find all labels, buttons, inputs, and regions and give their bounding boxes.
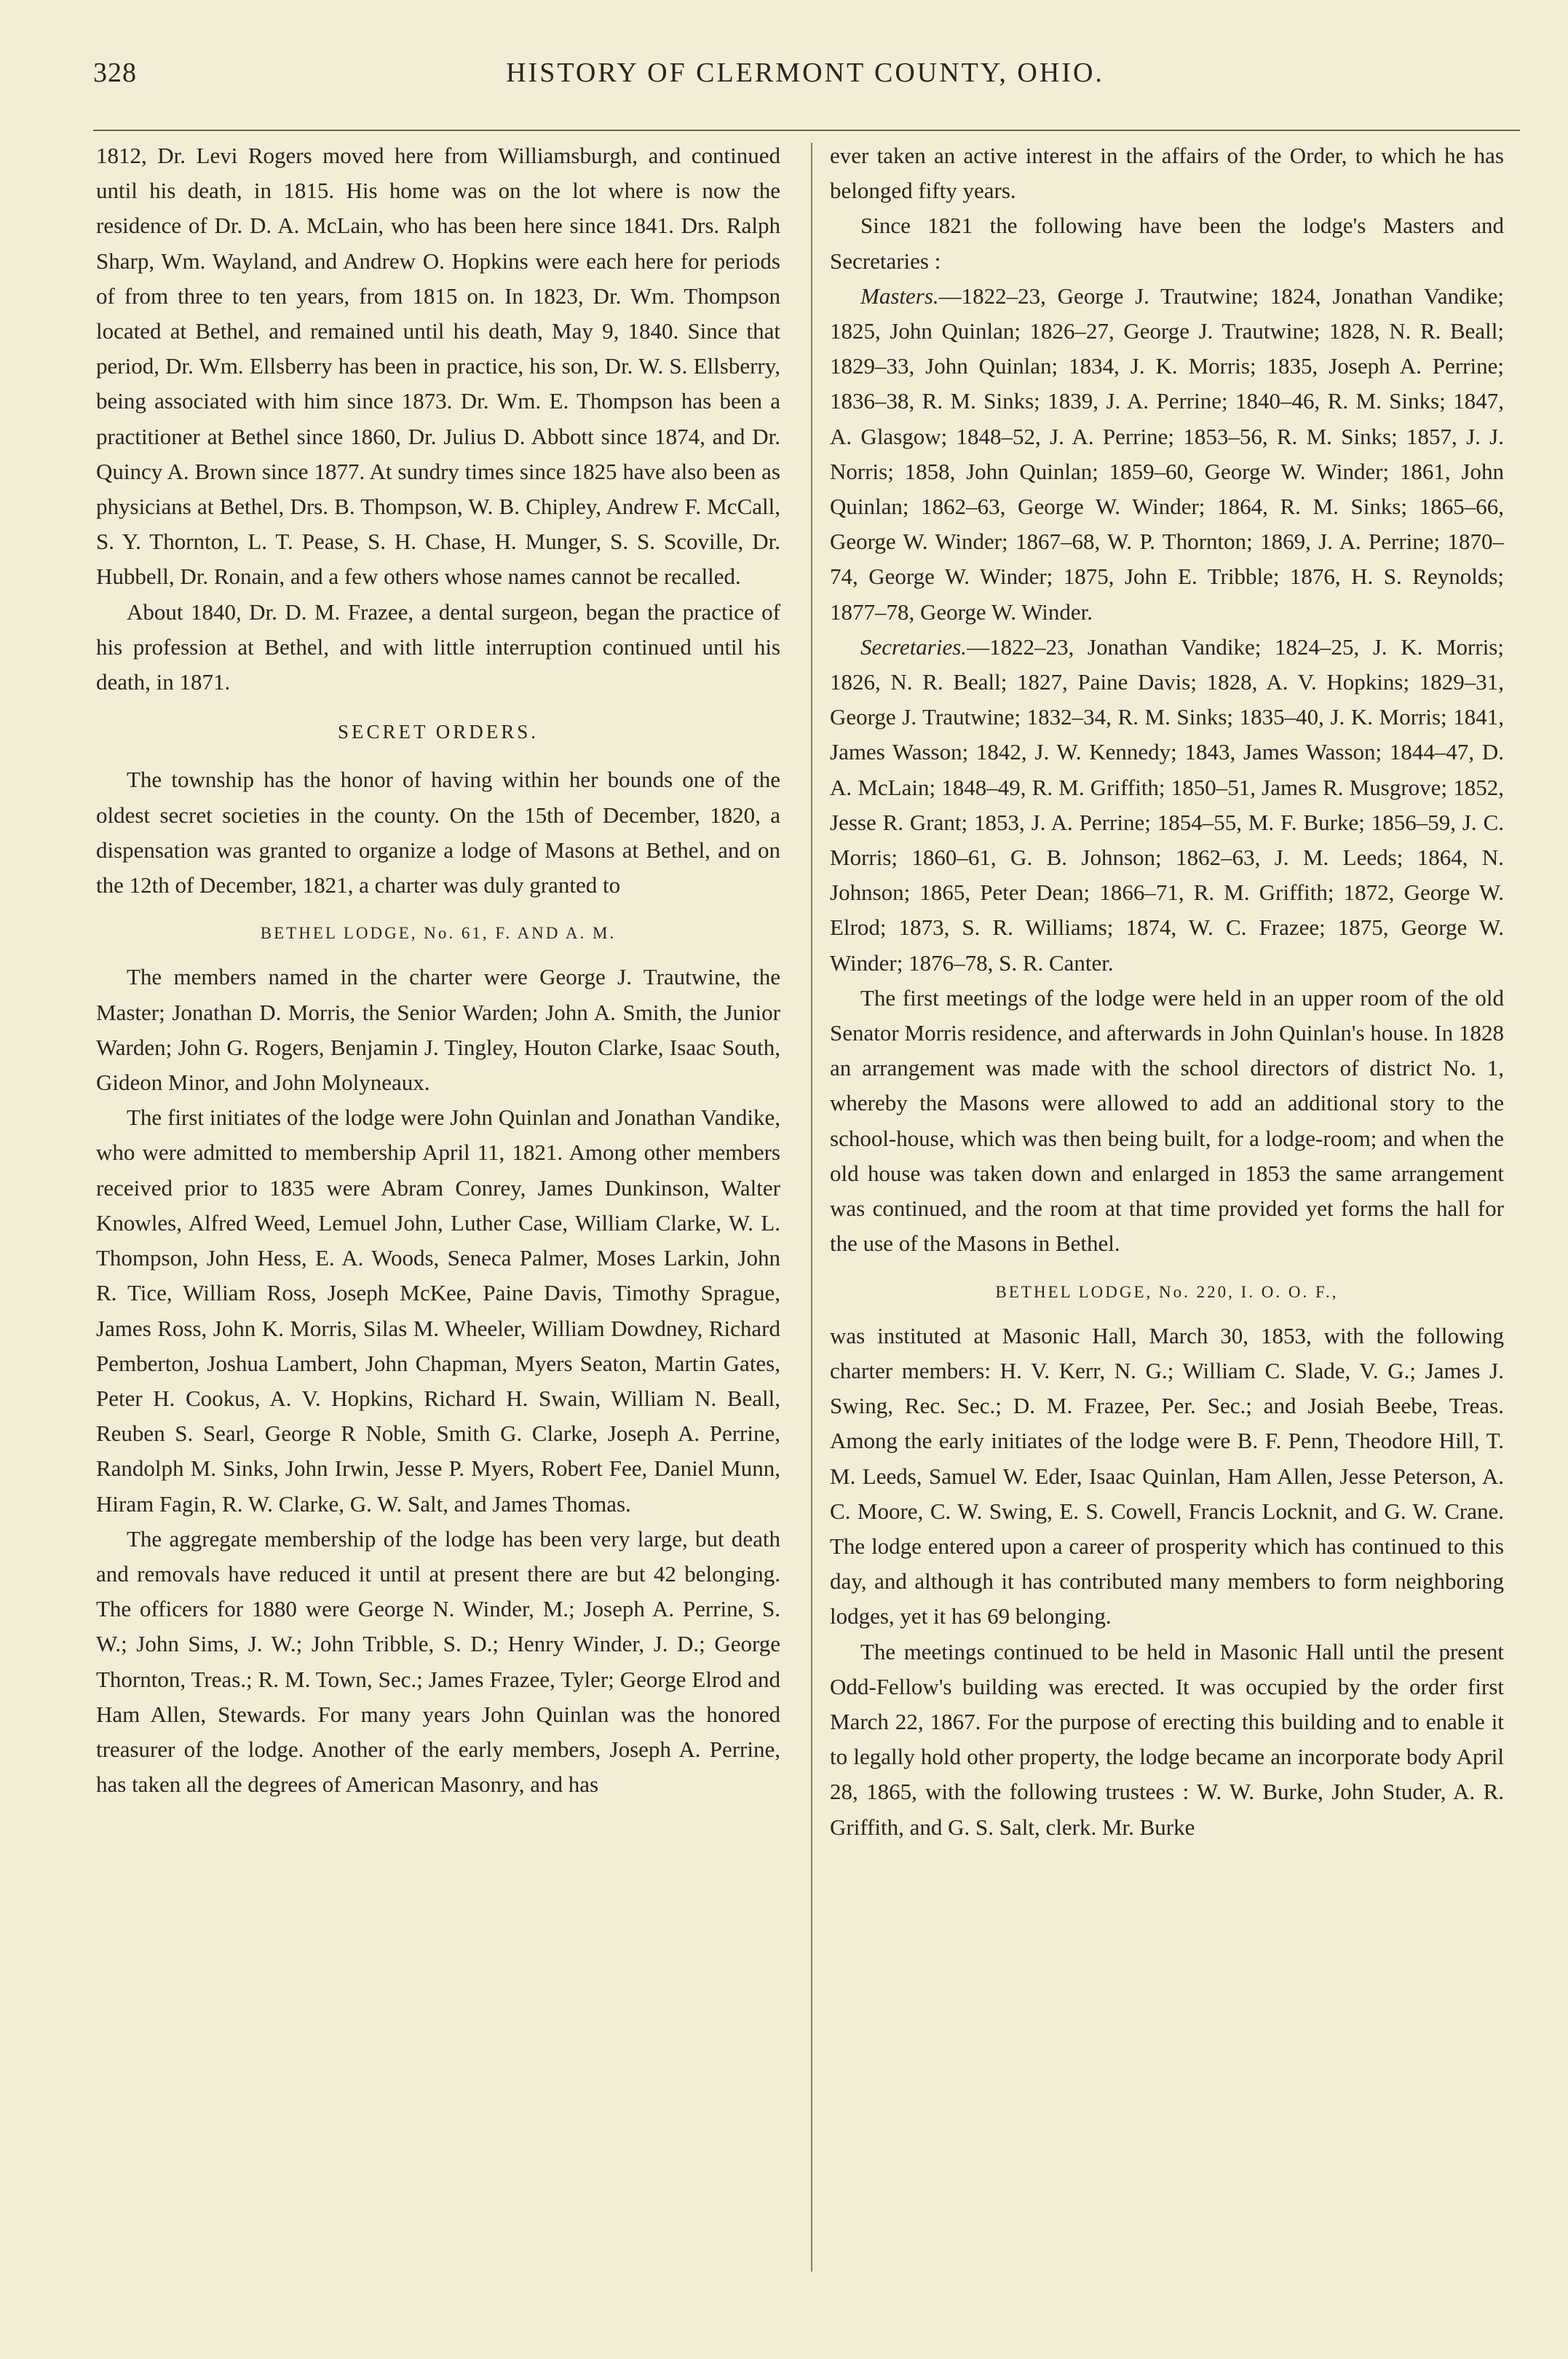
paragraph-secret-orders-intro: The township has the honor of having within her bounds one of the oldest secret societies in the county. On the 15th of December, 1820, a dispensation was granted to organize a lodge of Masons at Bethel, and on the 12th of December, 1821, a charter was duly granted to xyxy=(96,767,780,898)
paragraph-odd-fellows-building: The meetings continued to be held in Masonic Hall until the present Odd-Fellow's building was erected. It was occupied by the order first March 22, 1867. For the purpose of erecting this building and to enable it to legally hold other property, the lodge became an incorporate body April 28, 1865, with the following trustees : W. W. Burke, John Studer, A. R. Griffith, and G. S. Salt, clerk. Mr. Burke xyxy=(830,1638,1504,1840)
section-heading-secret-orders: SECRET ORDERS. xyxy=(337,721,539,743)
running-head: HISTORY OF CLERMONT COUNTY, OHIO. xyxy=(506,58,1104,88)
paragraph-first-meetings: The first meetings of the lodge were held in an upper room of the old Senator Morris residence, and afterwards in John Quinlan's house. In 1828 an arrangement was made with the school directors of district No. 1, whereby the Masons were allowed to add an additional story to the school-house, which was then being built, for a lodge-room; and when the old house was taken down and enlarged in 1853 the same arrangement was continued, and the room at that time provided yet forms the hall for the use of the Masons in Bethel. xyxy=(830,984,1504,1257)
secretaries-text: —1822–23, Jonathan Vandike; 1824–25, J. K. Morris; 1826, N. R. Beall; 1827, Paine Davis; 1828, A. V. Hopkins; 1829–31, George J. Trautwine; 1832–34, R. M. Sinks; 1835–40, J. K. Morris; 1841, James Wasson; 1842, J. W. Kennedy; 1843, James Wasson; 1844–47, D. A. McLain; 1848–49, R. M. Griffith; 1850–51, James R. Musgrove; 1852, Jesse R. Grant; 1853, J. A. Perrine; 1854–55, M. F. Burke; 1856–59, J. C. Morris; 1860–61, G. B. Johnson; 1862–63, J. M. Leeds; 1864, N. Johnson; 1865, Peter Dean; 1866–71, R. M. Griffith; 1872, George W. Elrod; 1873, S. R. Williams; 1874, W. C. Frazee; 1875, George W. Winder; 1876–78, S. R. Canter. xyxy=(830,633,1504,976)
paragraph-masters-list xyxy=(830,279,1504,630)
paragraph-secretaries-list xyxy=(830,630,1504,981)
column-divider xyxy=(811,143,812,2272)
header-rule xyxy=(93,130,1520,131)
right-column xyxy=(830,138,1504,1845)
paragraph-masters-secretaries-intro: Since 1821 the following have been the lodge's Masters and Secretaries : xyxy=(830,213,1504,274)
heading-bethel-lodge-220: BETHEL LODGE, No. 220, I. O. O. F., xyxy=(995,1282,1339,1301)
paragraph-charter-members: The members named in the charter were George J. Trautwine, the Master; Jonathan D. Morris, the Senior Warden; John A. Smith, the Junior Warden; John G. Rogers, Benjamin J. Tingley, Houton Clarke, Isaac South, Gideon Minor, and John Molyneaux. xyxy=(96,964,780,1096)
page-number: 328 xyxy=(93,58,137,88)
heading-bethel-lodge-61: BETHEL LODGE, No. 61, F. AND A. M. xyxy=(260,924,617,943)
masters-lead: Masters. xyxy=(860,282,939,309)
paragraph-continuation: ever taken an active interest in the affairs of the Order, to which he has belonged fifty years. xyxy=(830,143,1504,204)
left-column xyxy=(96,138,780,1802)
paragraph-ioof-instituted: was instituted at Masonic Hall, March 30, 1853, with the following charter members: H. V. Kerr, N. G.; William C. Slade, V. G.; James J. Swing, Rec. Sec.; D. M. Frazee, Per. Sec.; and Josiah Beebe, Treas. Among the early initiates of the lodge were B. F. Penn, Theodore Hill, T. M. Leeds, Samuel W. Eder, Isaac Quinlan, Ham Allen, Jesse Peterson, A. C. Moore, C. W. Swing, E. S. Cowell, Francis Locknit, and G. W. Crane. The lodge entered upon a career of prosperity which has continued to this day, and although it has contributed many members to form neighboring lodges, yet it has 69 belonging. xyxy=(830,1322,1504,1629)
paragraph-aggregate-membership: The aggregate membership of the lodge has been very large, but death and removals have reduced it until at present there are but 42 belonging. The officers for 1880 were George N. Winder, M.; Joseph A. Perrine, S. W.; John Sims, J. W.; John Tribble, S. D.; Henry Winder, J. D.; George Thornton, Treas.; R. M. Town, Sec.; James Frazee, Tyler; George Elrod and Ham Allen, Stewards. For many years John Quinlan was the honored treasurer of the lodge. Another of the early members, Joseph A. Perrine, has taken all the degrees of American Masonry, and has xyxy=(96,1525,780,1798)
paragraph-first-initiates: The first initiates of the lodge were John Quinlan and Jonathan Vandike, who were admitted to membership April 11, 1821. Among other members received prior to 1835 were Abram Conrey, James Dunkinson, Walter Knowles, Alfred Weed, Lemuel John, Luther Case, William Clarke, W. L. Thompson, John Hess, E. A. Woods, Seneca Palmer, Moses Larkin, John R. Tice, William Ross, Joseph McKee, Paine Davis, Timothy Sprague, James Ross, John K. Morris, Silas M. Wheeler, William Dowdney, Richard Pemberton, Joshua Lambert, John Chapman, Myers Seaton, Martin Gates, Peter H. Cookus, A. V. Hopkins, Richard H. Swain, William N. Beall, Reuben S. Searl, George R Noble, Smith G. Clarke, Joseph A. Perrine, Randolph M. Sinks, John Irwin, Jesse P. Myers, Robert Fee, Daniel Munn, Hiram Fagin, R. W. Clarke, G. W. Salt, and James Thomas. xyxy=(96,1105,780,1517)
paragraph-dental-surgeon: About 1840, Dr. D. M. Frazee, a dental surgeon, began the practice of his profession at Bethel, and with little interruption continued until his death, in 1871. xyxy=(96,598,780,695)
masters-text: —1822–23, George J. Trautwine; 1824, Jonathan Vandike; 1825, John Quinlan; 1826–27, George J. Trautwine; 1828, N. R. Beall; 1829–33, John Quinlan; 1834, J. K. Morris; 1835, Joseph A. Perrine; 1836–38, R. M. Sinks; 1839, J. A. Perrine; 1840–46, R. M. Sinks; 1847, A. Glasgow; 1848–52, J. A. Perrine; 1853–56, R. M. Sinks; 1857, J. J. Norris; 1858, John Quinlan; 1859–60, George W. Winder; 1861, John Quinlan; 1862–63, George W. Winder; 1864, R. M. Sinks; 1865–66, George W. Winder; 1867–68, W. P. Thornton; 1869, J. A. Perrine; 1870–74, George W. Winder; 1875, John E. Tribble; 1876, H. S. Reynolds; 1877–78, George W. Winder. xyxy=(830,282,1504,625)
paragraph-physicians: 1812, Dr. Levi Rogers moved here from Williamsburgh, and continued until his death, in 1815. His home was on the lot where is now the residence of Dr. D. A. McLain, who has been here since 1841. Drs. Ralph Sharp, Wm. Wayland, and Andrew O. Hopkins were each here for periods of from three to ten years, from 1815 on. In 1823, Dr. Wm. Thompson located at Bethel, and remained until his death, May 9, 1840. Since that period, Dr. Wm. Ellsberry has been in practice, his son, Dr. W. S. Ellsberry, being associated with him since 1873. Dr. Wm. E. Thompson has been a practitioner at Bethel since 1860, Dr. Julius D. Abbott since 1874, and Dr. Quincy A. Brown since 1877. At sundry times since 1825 have also been as physicians at Bethel, Drs. B. Thompson, W. B. Chipley, Andrew F. McCall, S. Y. Thornton, L. T. Pease, S. H. Chase, H. Munger, S. S. Scoville, Dr. Hubbell, Dr. Ronain, and a few others whose names cannot be recalled. xyxy=(96,143,780,590)
secretaries-lead: Secretaries. xyxy=(860,633,967,660)
page-header xyxy=(93,57,1517,100)
